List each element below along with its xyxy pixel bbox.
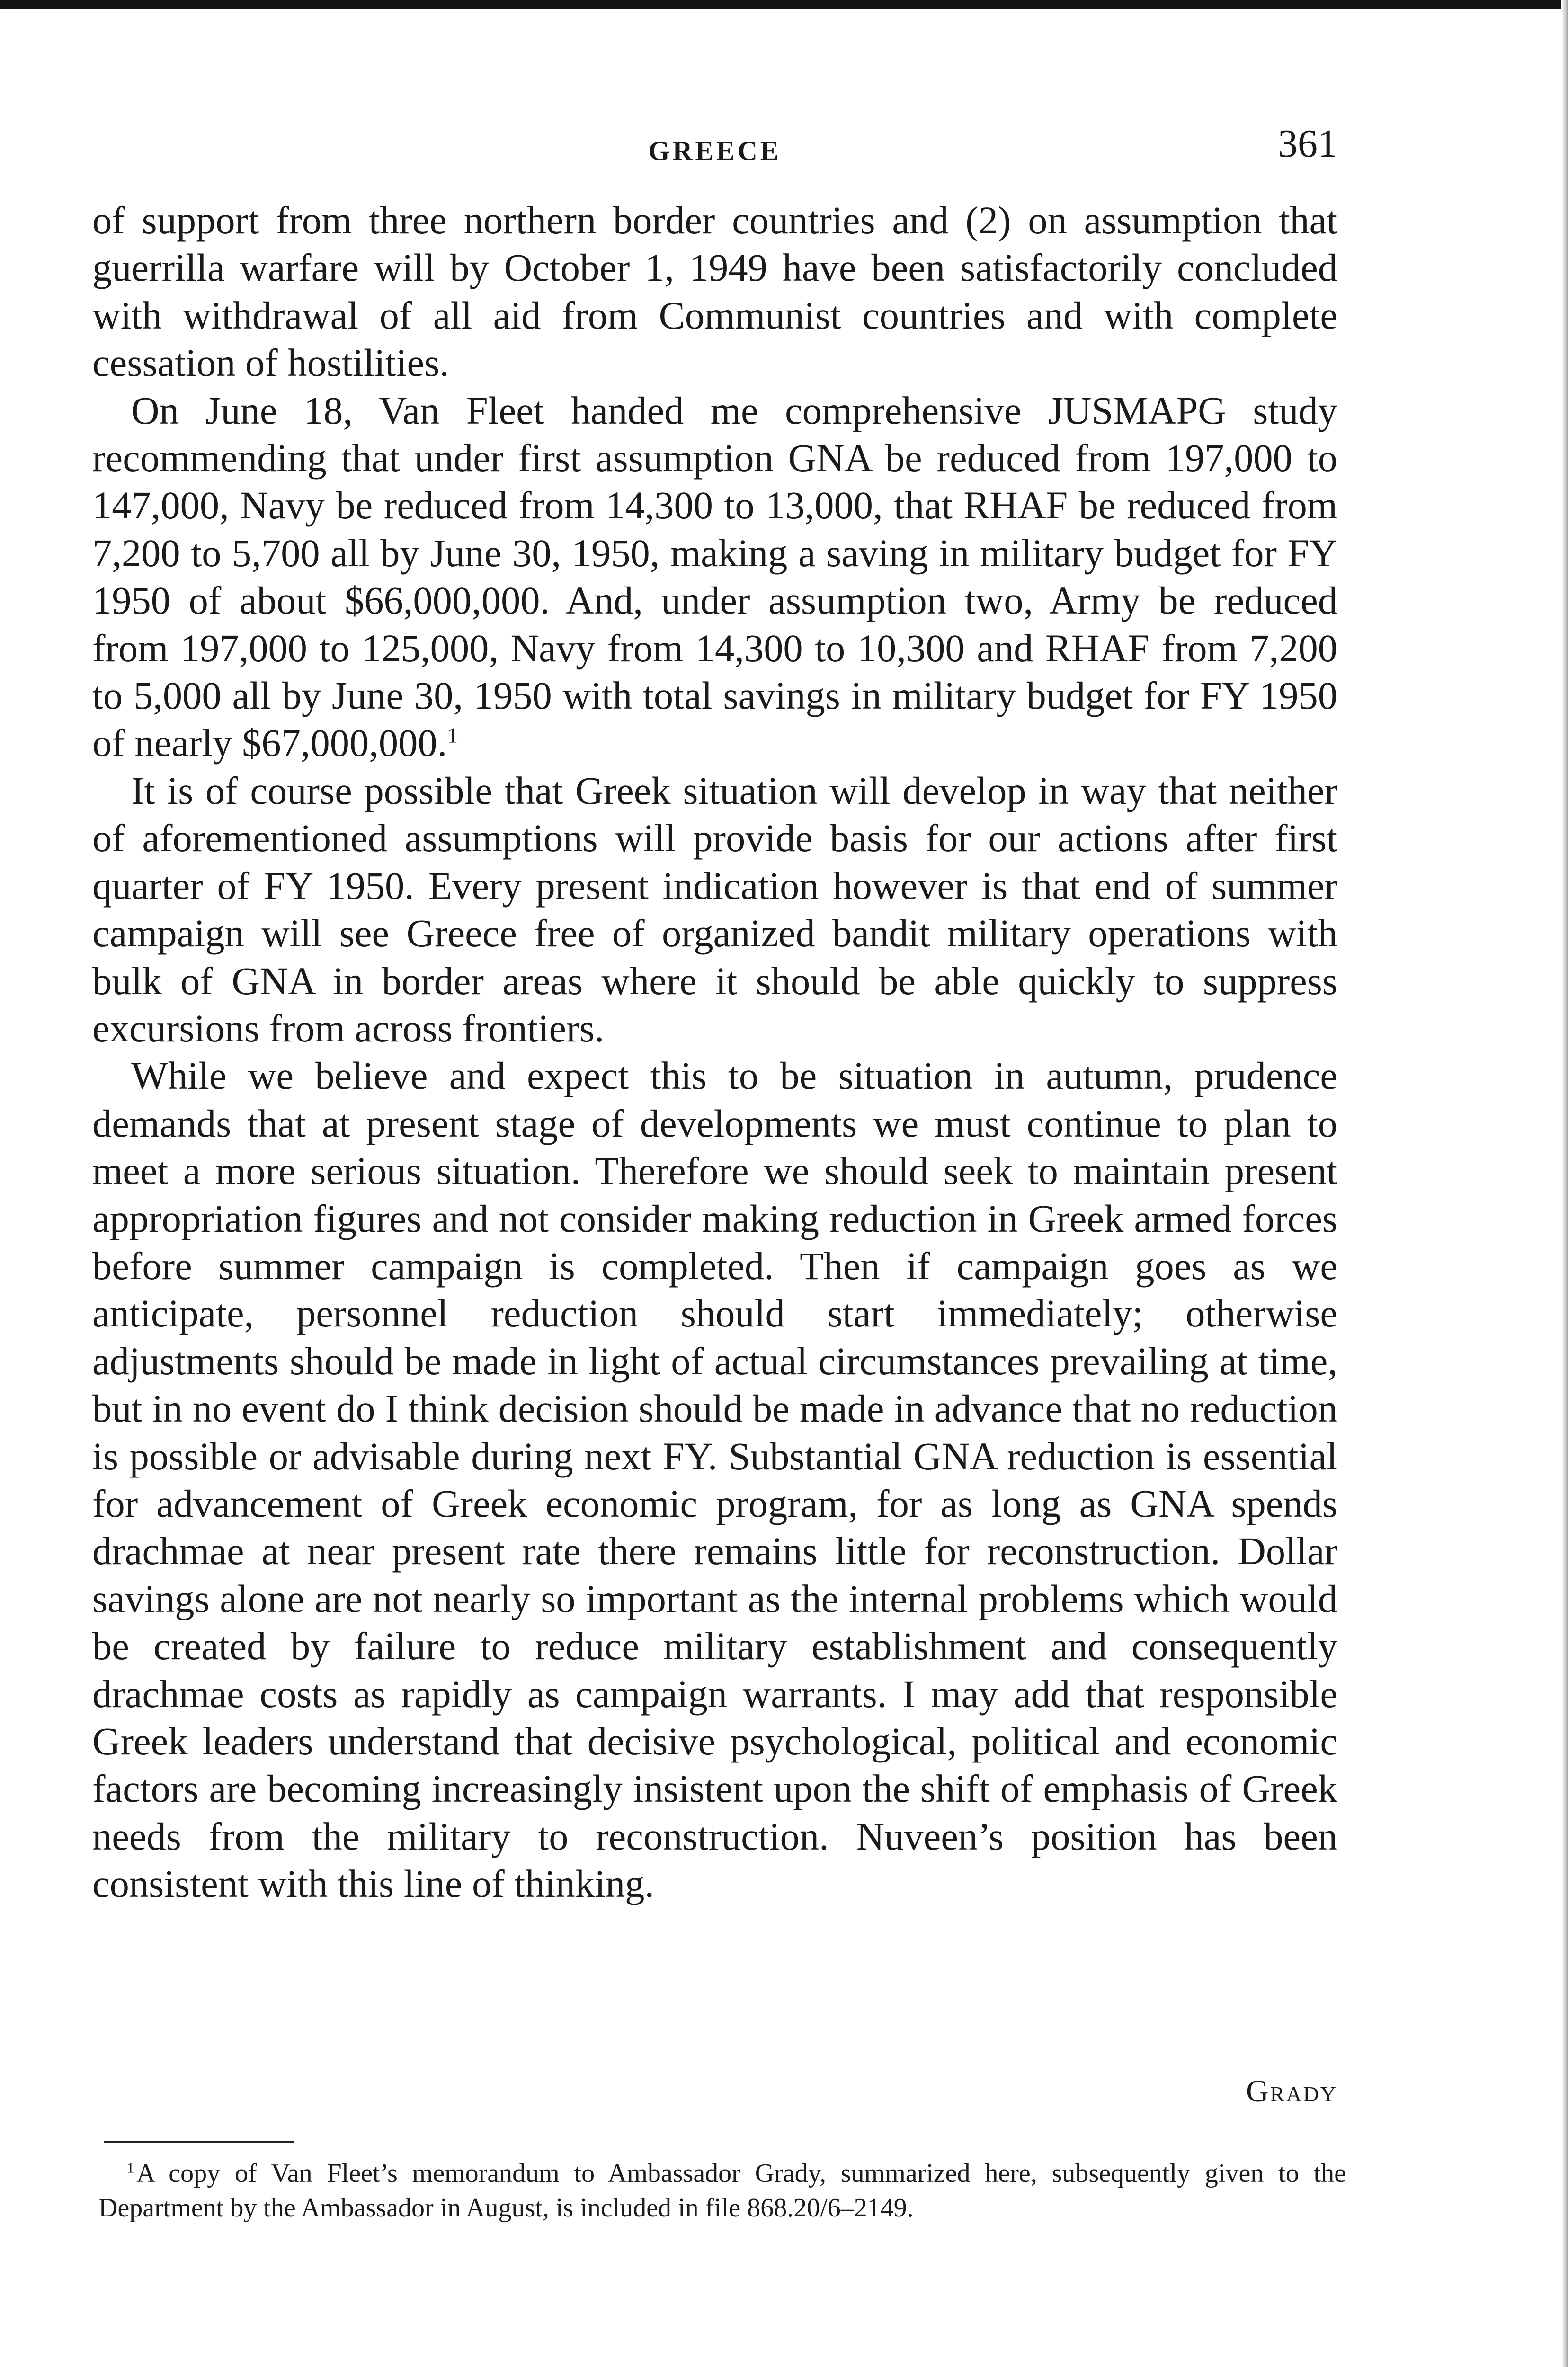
paragraph-2-text: On June 18, Van Fleet handed me comprehensive JUSMAPG study recommending that under first assumption GNA be reduced from 197,000 to 147,000, Navy be reduced from 14,300 to 13,000, that RHAF be reduced from 7,200 to 5,700 all by June 30, 1950, making a saving in military budget for FY 1950 of about $66,000,000. And, under assumption two, Army be reduced from 197,000 to 125,000, Navy from 14,300 to 10,300 and RHAF from 7,200 to 5,000 all by June 30, 1950 with total savings in military budget for FY 1950 of nearly $67,000,000. [92,388,1337,765]
page-number: 361 [1278,122,1337,166]
paragraph-4: While we believe and expect this to be situation in autumn, prudence demands that at present stage of developments we must continue to plan to meet a more serious situation. Therefore we should seek to maintain present appropriation figures and not consider making reduction in Greek armed forces before summer campaign is completed. Then if campaign goes as we anticipate, personnel reduction should start immediately; otherwise adjustments should be made in light of actual circumstances prevailing at time, but in no event do I think decision should be made in advance that no reduction is possible or advisable during next FY. Substantial GNA reduction is essential for advancement of Greek economic program, for as long as GNA spends drachmae at near present rate there remains little for reconstruction. Dollar savings alone are not nearly so important as the internal problems which would be created by failure to reduce military establishment and consequently drachmae costs as rapidly as campaign warrants. I may add that responsible Greek leaders understand that decisive psychological, political and economic factors are becoming increasingly insistent upon the shift of emphasis of Greek needs from the military to reconstruction. Nuveen’s position has been consistent with this line of thinking. [92,1054,1337,1906]
footnote-reference: 1 [447,723,458,747]
page-header [92,121,1337,173]
footnote-marker: 1 [127,2160,134,2176]
running-head: GREECE [648,135,782,166]
footnote [98,2156,1346,2225]
footnote-text: A copy of Van Fleet’s memorandum to Ambassador Grady, summarized here, subsequently given to the Department by the Ambassador in August, is included in file 868.20/6–2149. [98,2159,1346,2223]
page-edge-shadow [1561,0,1568,2367]
body-text [92,196,1337,1908]
footnote-divider [104,2141,294,2143]
paragraph-2 [92,387,1337,767]
signature: Grady [1246,2074,1337,2109]
top-border-rule [0,0,1568,9]
paragraph-1: of support from three northern border countries and (2) on assumption that guerrilla warfare will by October 1, 1949 have been satisfactorily concluded with withdrawal of all aid from Communist countries and with complete cessation of hostilities. [92,198,1337,385]
paragraph-3: It is of course possible that Greek situation will develop in way that neither of aforementioned assumptions will provide basis for our actions after first quarter of FY 1950. Every present indication however is that end of summer campaign will see Greece free of organized bandit military operations with bulk of GNA in border areas where it should be able quickly to suppress excursions from across frontiers. [92,768,1337,1050]
